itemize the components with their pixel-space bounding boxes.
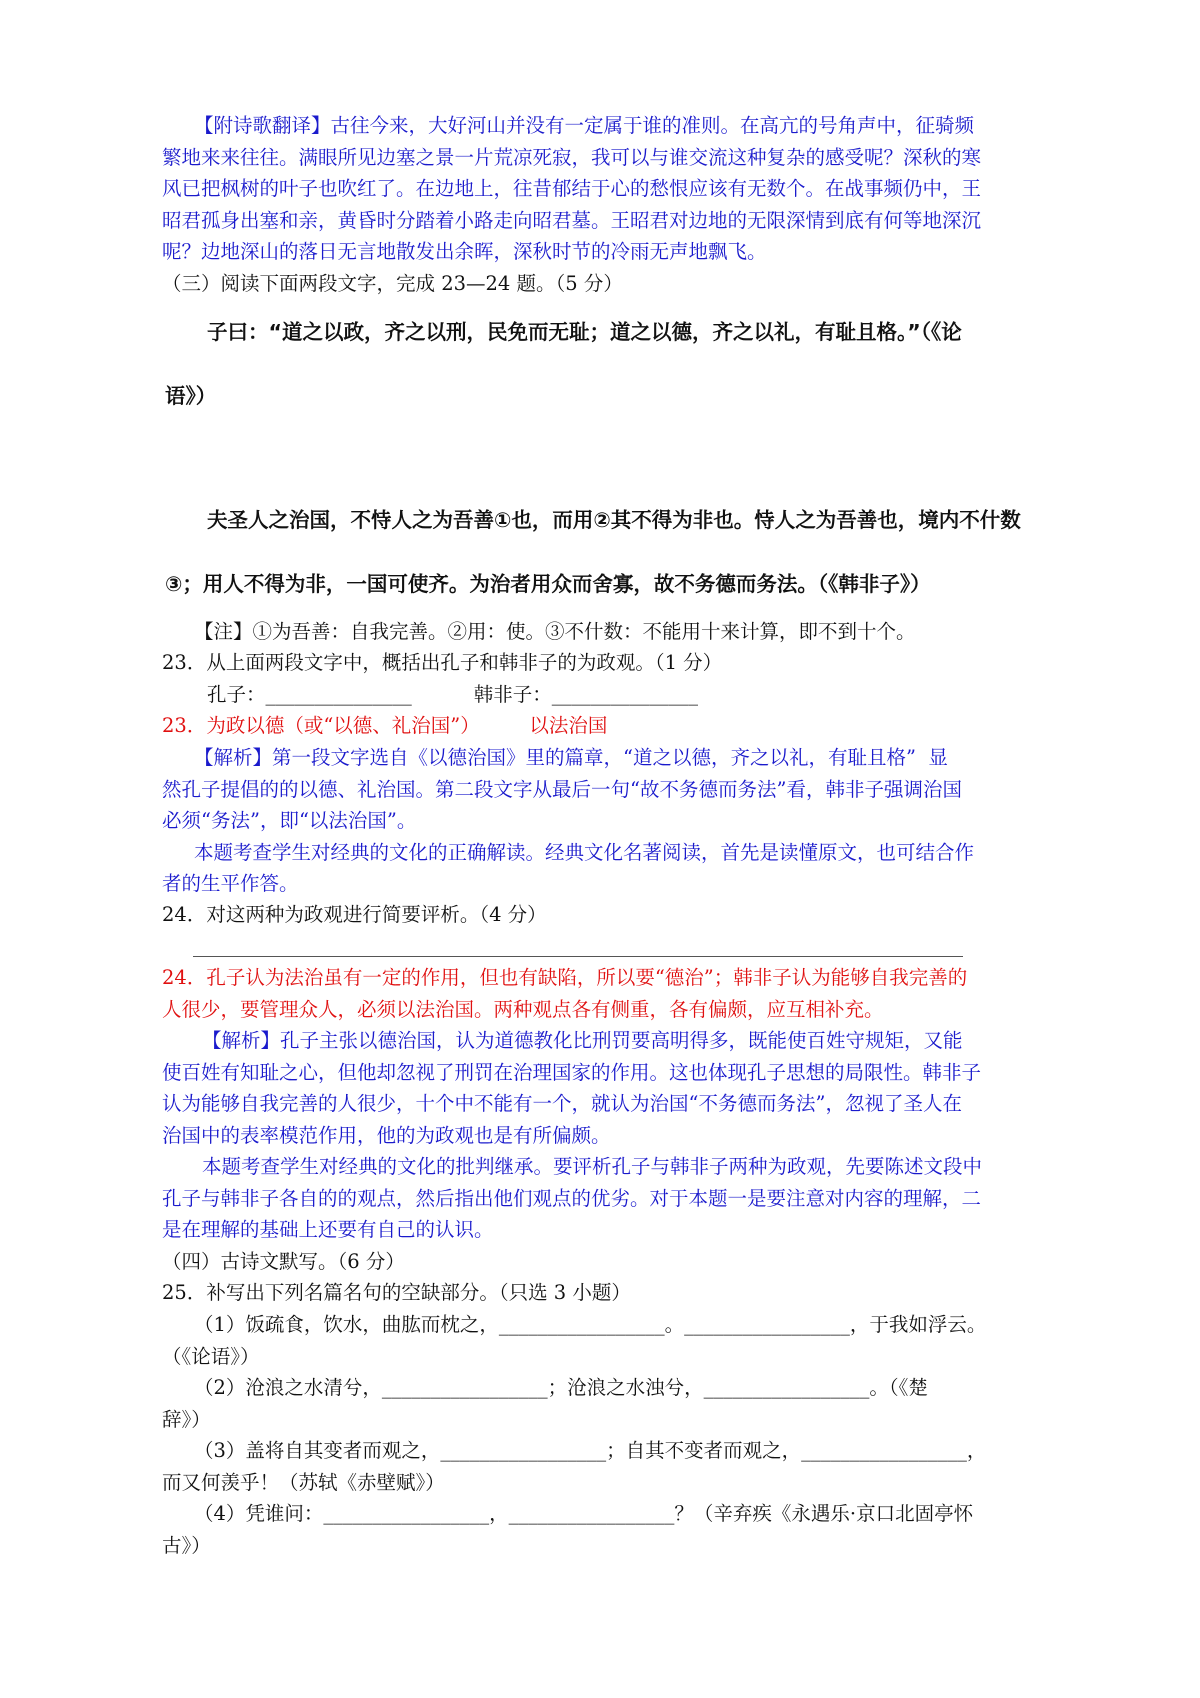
poem-translation-line: 风已把枫树的叶子也吹红了。在边地上，往昔郁结于心的愁恨应该有无数个。在战事频仍中，王 (162, 177, 982, 200)
answer-24 (162, 962, 967, 1025)
answer-line (193, 956, 963, 957)
poem-translation (162, 110, 981, 268)
question-25-item-3 (162, 1435, 986, 1498)
analysis-23-line: 【解析】第一段文字选自《以德治国》里的篇章，“道之以德，齐之以礼，有耻且格” 显 (194, 746, 948, 769)
question-23-blanks: 孔子：_______________ 韩非子：_______________ (207, 683, 698, 706)
poem-translation-line: 繁地来来往往。满眼所见边塞之景一片荒凉死寂，我可以与谁交流这种复杂的感受呢？深秋的寒 (162, 145, 982, 169)
comment-24-line: 孔子与韩非子各自的的观点，然后指出他们观点的优劣。对于本题一是要注意对内容的理解，二 (162, 1186, 982, 1210)
comment-23-line: 本题考查学生对经典的文化的正确解读。经典文化名著阅读，首先是读懂原文，也可结合作 (194, 840, 975, 864)
question-24: 24．对这两种为政观进行简要评析。（4 分） (162, 903, 547, 926)
comment-24-line: 是在理解的基础上还要有自己的认识。 (162, 1218, 494, 1241)
analysis-24-line: 使百姓有知耻之心，但他却忽视了刑罚在治理国家的作用。这也体现孔子思想的局限性。韩非子 (162, 1060, 982, 1084)
question-25-item-2 (162, 1372, 928, 1435)
section3-heading: （三）阅读下面两段文字，完成 23—24 题。（5 分） (162, 272, 623, 295)
passage-analects-line2: 语》） (165, 384, 217, 408)
answer-23: 23．为政以德（或“以德、礼治国”） 以法治国 (162, 714, 608, 737)
question-25: 25．补写出下列名篇名句的空缺部分。（只选 3 小题） (162, 1281, 631, 1304)
comment-24-line: 本题考查学生对经典的文化的批判继承。要评析孔子与韩非子两种为政观，先要陈述文段中 (202, 1155, 983, 1178)
fill-blank-line: （2）沧浪之水清兮，_________________；沧浪之水浊兮，_________________。（《楚 (194, 1376, 928, 1399)
answer-24-line: 人很少，要管理众人，必须以法治国。两种观点各有侧重，各有偏颇，应互相补充。 (162, 997, 884, 1021)
analysis-23-line: 然孔子提倡的的以德、礼治国。第二段文字从最后一句“故不务德而务法”看，韩非子强调治国 (162, 777, 962, 801)
fill-blank-source: 而又何羡乎！（苏轼《赤壁赋》） (162, 1470, 445, 1494)
poem-translation-line: 昭君孤身出塞和亲，黄昏时分踏着小路走向昭君墓。王昭君对边地的无限深情到底有何等地深沉 (162, 208, 982, 232)
fill-blank-line: （4）凭谁问：_________________，_________________？（辛弃疾《永遇乐·京口北固亭怀 (194, 1502, 974, 1525)
analysis-24-line: 【解析】孔子主张以德治国，认为道德教化比刑罚要高明得多，既能使百姓守规矩，又能 (202, 1029, 963, 1052)
comment-23-line: 者的生平作答。 (162, 872, 299, 895)
annotation-note: 【注】①为吾善：自我完善。②用：使。③不什数：不能用十来计算，即不到十个。 (194, 620, 916, 643)
passage-analects-line1: 子曰：“道之以政，齐之以刑，民免而无耻；道之以德，齐之以礼，有耻且格。”（《论 (207, 320, 962, 344)
analysis-23-line: 必须“务法”，即“以法治国”。 (162, 809, 417, 832)
analysis-24-line: 认为能够自我完善的人很少，十个中不能有一个，就认为治国“不务德而务法”，忽视了圣人在 (162, 1092, 962, 1115)
poem-translation-line: 【附诗歌翻译】古往今来，大好河山并没有一定属于谁的准则。在高亢的号角声中，征骑频 (194, 114, 975, 137)
question-25-item-4 (162, 1498, 973, 1561)
fill-blank-source: （《论语》） (162, 1344, 260, 1368)
fill-blank-line: （1）饭疏食，饮水，曲肱而枕之，_________________。_________________，于我如浮云。 (194, 1313, 987, 1336)
fill-blank-source: 古》） (162, 1533, 211, 1557)
analysis-24-line: 治国中的表率模范作用，他的为政观也是有所偏颇。 (162, 1123, 611, 1147)
passage-hanfeizi-line2: ③；用人不得为非，一国可使齐。为治者用众而舍寡，故不务德而务法。（《韩非子》） (165, 572, 931, 596)
passage-hanfeizi-line1: 夫圣人之治国，不恃人之为吾善①也，而用②其不得为非也。恃人之为吾善也，境内不什数 (207, 508, 1021, 532)
section4-heading: （四）古诗文默写。（6 分） (162, 1250, 405, 1273)
fill-blank-line: （3）盖将自其变者而观之，_________________；自其不变者而观之，_________________， (194, 1439, 987, 1462)
fill-blank-source: 辞》） (162, 1407, 211, 1431)
poem-translation-line: 呢？边地深山的落日无言地散发出余晖，深秋时节的冷雨无声地飘飞。 (162, 240, 767, 263)
analysis-24 (162, 1025, 982, 1246)
question-23: 23．从上面两段文字中，概括出孔子和韩非子的为政观。（1 分） (162, 651, 723, 674)
analysis-23 (162, 742, 974, 900)
question-25-item-1 (162, 1309, 986, 1372)
answer-24-line: 24．孔子认为法治虽有一定的作用，但也有缺陷，所以要“德治”；韩非子认为能够自我完善的 (162, 966, 968, 989)
